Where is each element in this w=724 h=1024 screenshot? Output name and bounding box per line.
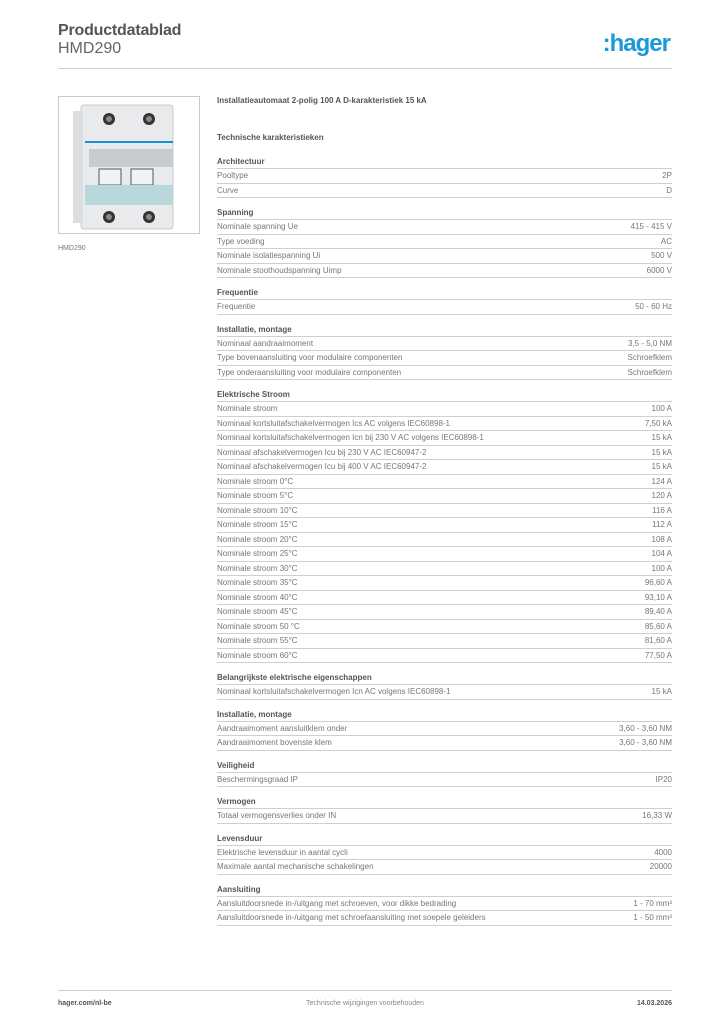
- footer-website-link[interactable]: hager.com/nl-be: [58, 1000, 112, 1007]
- spec-value: 96,60 A: [644, 578, 672, 587]
- spec-section: [217, 287, 672, 315]
- spec-row: [217, 446, 672, 461]
- spec-row: [217, 518, 672, 533]
- spec-row: [217, 402, 672, 417]
- spec-value: 3,60 - 3,60 NM: [619, 738, 672, 747]
- spec-row: [217, 184, 672, 199]
- spec-value: 3,60 - 3,60 NM: [619, 723, 672, 733]
- spec-value: IP20: [655, 774, 672, 784]
- section-title: Installatie, montage: [217, 324, 672, 337]
- spec-row: [217, 489, 672, 504]
- spec-label: Totaal vermogensverlies onder IN: [217, 811, 337, 820]
- spec-row: [217, 722, 672, 737]
- spec-value: 116 A: [652, 505, 672, 515]
- spec-label: Type onderaansluiting voor modulaire componenten: [217, 367, 402, 377]
- spec-value: 124 A: [651, 476, 672, 486]
- spec-row: [217, 562, 672, 577]
- spec-section: [217, 672, 672, 700]
- spec-label: Nominale stroom 60°C: [217, 650, 298, 660]
- spec-row: [217, 504, 672, 519]
- section-title: Spanning: [217, 207, 672, 220]
- spec-label: Aandraaimoment bovenste klem: [217, 738, 332, 747]
- spec-value: AC: [660, 236, 672, 246]
- spec-section: [217, 207, 672, 278]
- spec-value: 112 A: [652, 520, 672, 529]
- spec-label: Nominale stroom 55°C: [217, 636, 298, 645]
- spec-value: 500 V: [651, 251, 672, 260]
- spec-row: [217, 431, 672, 446]
- spec-row: [217, 300, 672, 315]
- spec-value: 15 kA: [651, 462, 672, 471]
- spec-row: [217, 264, 672, 279]
- spec-label: Curve: [217, 185, 239, 195]
- spec-row: [217, 736, 672, 751]
- spec-label: Nominale stroom 20°C: [217, 534, 298, 544]
- spec-label: Beschermingsgraad IP: [217, 774, 298, 784]
- spec-label: Nominale isolatiespanning Ui: [217, 251, 321, 260]
- technical-title: Technische karakteristieken: [217, 133, 324, 142]
- footer-divider: [58, 990, 672, 991]
- spec-row: [217, 337, 672, 352]
- spec-value: 1 - 50 mm²: [633, 913, 672, 922]
- spec-value: D: [666, 185, 672, 195]
- spec-label: Nominale stroom 45°C: [217, 607, 298, 616]
- spec-label: Elektrische levensduur in aantal cycli: [217, 847, 348, 857]
- spec-value: Schroefklem: [627, 367, 672, 377]
- spec-label: Aansluitdoorsnede in-/uitgang met schroeven, voor dikke bedrading: [217, 898, 457, 908]
- spec-label: Nominale stroom: [217, 404, 278, 413]
- product-description: Installatieautomaat 2-polig 100 A D-karakteristiek 15 kA: [217, 96, 427, 105]
- section-title: Installatie, montage: [217, 709, 672, 722]
- spec-value: 4000: [654, 847, 672, 857]
- spec-value: 100 A: [651, 563, 672, 573]
- product-image: [58, 96, 200, 234]
- spec-label: Nominaal aandraaimoment: [217, 338, 314, 348]
- spec-value: 77,50 A: [644, 650, 672, 660]
- spec-value: 89,40 A: [644, 607, 672, 616]
- spec-value: 50 - 60 Hz: [635, 302, 672, 311]
- spec-label: Nominaal afschakelvermogen Icu bij 400 V AC IEC60947-2: [217, 462, 427, 471]
- section-title: Veiligheid: [217, 760, 672, 773]
- section-title: Vermogen: [217, 796, 672, 809]
- spec-label: Nominaal afschakelvermogen Icu bij 230 V AC IEC60947-2: [217, 447, 427, 457]
- spec-label: Aandraaimoment aansluitklem onder: [217, 723, 348, 733]
- spec-row: [217, 460, 672, 475]
- spec-value: 100 A: [651, 404, 672, 413]
- spec-label: Maximale aantal mechanische schakelingen: [217, 862, 374, 871]
- spec-value: 3,5 - 5,0 NM: [627, 338, 672, 348]
- spec-row: [217, 366, 672, 381]
- section-title: Levensduur: [217, 833, 672, 846]
- spec-section: [217, 709, 672, 751]
- image-caption: HMD290: [58, 245, 86, 252]
- spec-label: Nominale stroom 0°C: [217, 476, 294, 486]
- spec-row: [217, 685, 672, 700]
- section-title: Frequentie: [217, 287, 672, 300]
- spec-section: [217, 884, 672, 926]
- spec-label: Nominale stoothoudspanning Uimp: [217, 265, 342, 275]
- spec-value: 85,60 A: [644, 621, 672, 631]
- spec-value: 2P: [662, 171, 672, 180]
- spec-row: [217, 169, 672, 184]
- spec-row: [217, 220, 672, 235]
- spec-value: 1 - 70 mm²: [633, 898, 672, 908]
- spec-label: Nominale stroom 25°C: [217, 549, 298, 558]
- spec-label: Nominale stroom 35°C: [217, 578, 298, 587]
- document-title: Productdatablad: [58, 22, 182, 39]
- hager-logo: :hager: [602, 30, 670, 57]
- spec-value: 16,33 W: [642, 811, 672, 820]
- spec-row: [217, 417, 672, 432]
- spec-row: [217, 649, 672, 664]
- spec-label: Nominale stroom 5°C: [217, 491, 294, 500]
- spec-value: 15 kA: [651, 433, 672, 442]
- spec-section: [217, 389, 672, 663]
- spec-value: 6000 V: [646, 265, 672, 275]
- spec-label: Nominale stroom 40°C: [217, 592, 298, 602]
- spec-value: 7,50 kA: [644, 418, 672, 428]
- spec-row: [217, 911, 672, 926]
- spec-label: Type voeding: [217, 236, 265, 246]
- spec-row: [217, 620, 672, 635]
- spec-value: 15 kA: [651, 687, 672, 696]
- spec-content: [217, 96, 672, 926]
- section-title: Aansluiting: [217, 884, 672, 897]
- section-title: Belangrijkste elektrische eigenschappen: [217, 672, 672, 685]
- spec-value: 120 A: [651, 491, 672, 500]
- spec-row: [217, 897, 672, 912]
- spec-value: 20000: [649, 862, 672, 871]
- spec-row: [217, 605, 672, 620]
- spec-label: Nominaal kortsluitafschakelvermogen Ics AC volgens IEC60898-1: [217, 418, 451, 428]
- spec-label: Aansluitdoorsnede in-/uitgang met schroefaansluiting met soepele geleiders: [217, 913, 486, 922]
- spec-row: [217, 475, 672, 490]
- spec-row: [217, 547, 672, 562]
- spec-section: [217, 796, 672, 824]
- spec-label: Pooltype: [217, 171, 249, 180]
- page-header: [58, 22, 672, 58]
- spec-section: [217, 833, 672, 875]
- spec-label: Nominaal kortsluitafschakelvermogen Icn bij 230 V AC volgens IEC60898-1: [217, 433, 484, 442]
- spec-row: [217, 351, 672, 366]
- spec-row: [217, 809, 672, 824]
- spec-label: Nominale stroom 30°C: [217, 563, 298, 573]
- spec-row: [217, 533, 672, 548]
- product-code: HMD290: [58, 40, 122, 57]
- spec-section: [217, 156, 672, 198]
- spec-row: [217, 591, 672, 606]
- spec-row: [217, 235, 672, 250]
- spec-value: 415 - 415 V: [630, 222, 672, 231]
- spec-value: Schroefklem: [627, 353, 672, 362]
- spec-value: 108 A: [651, 534, 672, 544]
- spec-section: [217, 324, 672, 381]
- spec-value: 81,60 A: [644, 636, 672, 645]
- spec-row: [217, 249, 672, 264]
- spec-section: [217, 760, 672, 788]
- spec-row: [217, 576, 672, 591]
- spec-label: Nominaal kortsluitafschakelvermogen Icn AC volgens IEC60898-1: [217, 687, 451, 696]
- circuit-breaker-icon: [59, 97, 199, 233]
- header-divider: [58, 68, 672, 69]
- spec-value: 15 kA: [651, 447, 672, 457]
- footer-date: 14.03.2026: [636, 1000, 672, 1007]
- section-title: Elektrische Stroom: [217, 389, 672, 402]
- spec-label: Nominale stroom 15°C: [217, 520, 298, 529]
- spec-row: [217, 634, 672, 649]
- spec-value: 93,10 A: [644, 592, 672, 602]
- section-title: Architectuur: [217, 156, 672, 169]
- spec-label: Type bovenaansluiting voor modulaire componenten: [217, 353, 403, 362]
- spec-label: Frequentie: [217, 302, 256, 311]
- footer-disclaimer: Technische wijzigingen voorbehouden: [306, 1000, 424, 1007]
- spec-label: Nominale stroom 50 °C: [217, 621, 300, 631]
- spec-row: [217, 773, 672, 788]
- spec-row: [217, 846, 672, 861]
- spec-value: 104 A: [651, 549, 672, 558]
- spec-sections: [217, 156, 672, 926]
- spec-label: Nominale spanning Ue: [217, 222, 298, 231]
- spec-row: [217, 860, 672, 875]
- spec-label: Nominale stroom 10°C: [217, 505, 298, 515]
